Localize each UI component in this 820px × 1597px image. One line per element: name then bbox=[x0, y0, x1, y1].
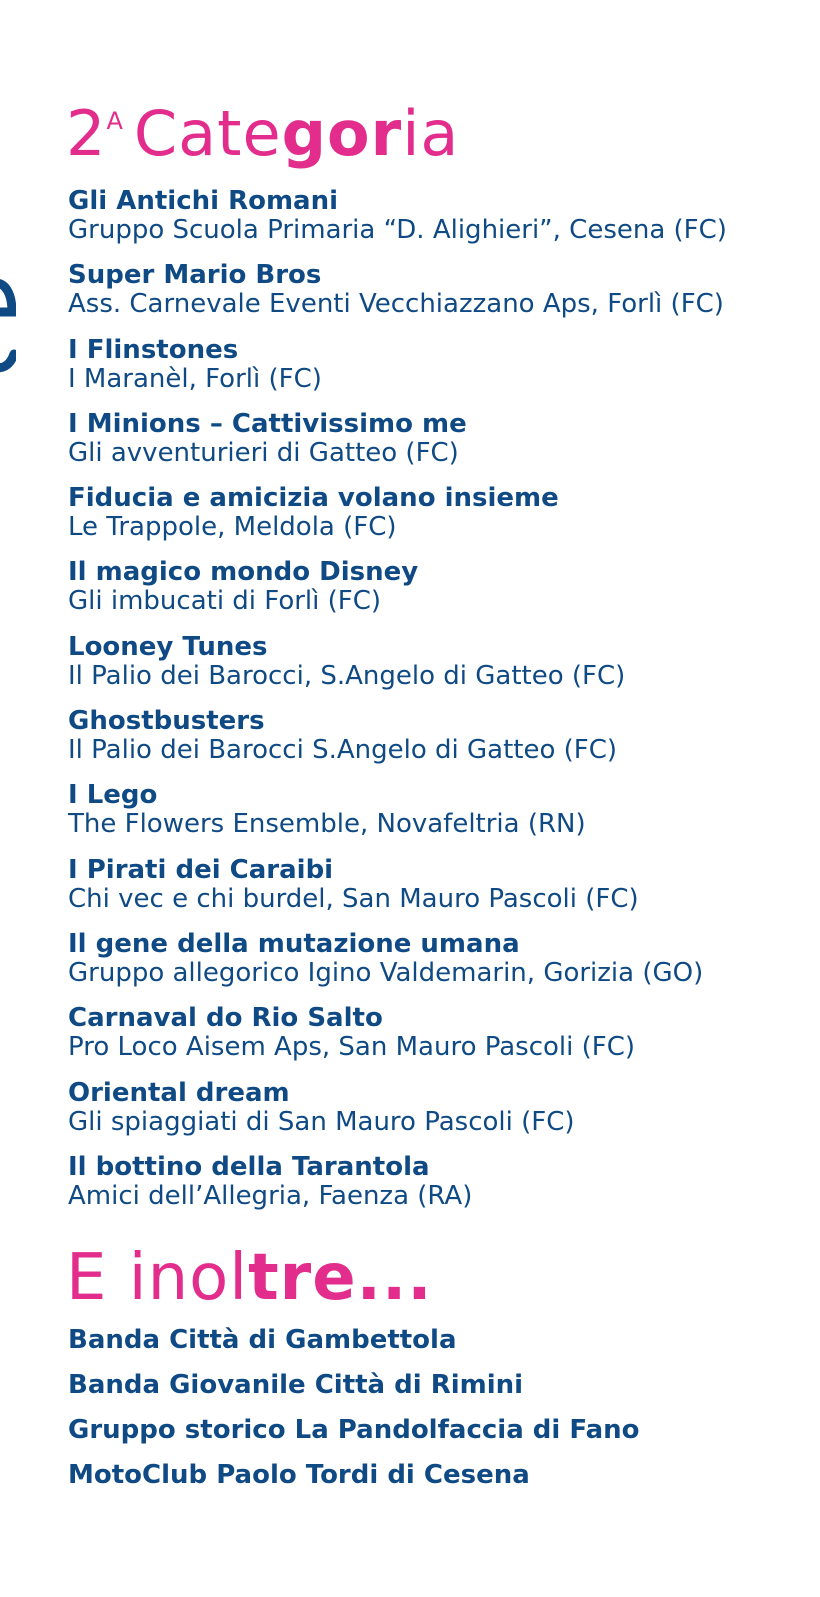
entry-subtitle: The Flowers Ensemble, Novafeltria (RN) bbox=[68, 809, 586, 840]
list-item bbox=[68, 484, 808, 558]
entries-list bbox=[68, 187, 808, 1227]
more-heading-dots: ... bbox=[356, 1241, 433, 1315]
entry-subtitle: Gli avventurieri di Gatteo (FC) bbox=[68, 437, 459, 468]
list-item bbox=[68, 1079, 808, 1153]
category-title-part: Cate bbox=[133, 97, 282, 170]
entry-title: Oriental dream bbox=[68, 1077, 290, 1108]
list-item bbox=[68, 856, 808, 930]
category-title-part: gor bbox=[281, 97, 403, 170]
category-superscript: A bbox=[106, 107, 124, 135]
entry-subtitle: Pro Loco Aisem Aps, San Mauro Pascoli (FC) bbox=[68, 1032, 636, 1063]
entry-title: I Pirati dei Caraibi bbox=[68, 854, 334, 885]
entry-title: Gli Antichi Romani bbox=[68, 186, 339, 216]
entry-title: I Minions – Cattivissimo me bbox=[68, 408, 467, 439]
list-item bbox=[68, 707, 808, 781]
list-item bbox=[68, 930, 808, 1004]
list-item bbox=[68, 558, 808, 632]
category-number: 2 bbox=[66, 97, 107, 170]
entry-title: Il bottino della Tarantola bbox=[68, 1151, 430, 1182]
category-title-part: i bbox=[402, 97, 421, 170]
entry-title: Il magico mondo Disney bbox=[68, 557, 419, 588]
entry-subtitle: I Maranèl, Forlì (FC) bbox=[68, 363, 322, 394]
entry-subtitle: Ass. Carnevale Eventi Vecchiazzano Aps, Forlì (FC) bbox=[68, 289, 724, 320]
more-heading-part: tre bbox=[248, 1241, 357, 1315]
extras-list bbox=[68, 1318, 640, 1498]
list-item bbox=[68, 781, 808, 855]
extra-item: Gruppo storico La Pandolfaccia di Fano bbox=[68, 1415, 640, 1445]
entry-subtitle: Gli imbucati di Forlì (FC) bbox=[68, 586, 382, 617]
list-item bbox=[68, 633, 808, 707]
entry-subtitle: Chi vec e chi burdel, San Mauro Pascoli (FC) bbox=[68, 883, 639, 914]
category-heading bbox=[66, 94, 459, 187]
list-item bbox=[68, 261, 808, 335]
entry-title: Super Mario Bros bbox=[68, 260, 322, 291]
list-item bbox=[68, 1004, 808, 1078]
list-item bbox=[68, 336, 808, 410]
entry-subtitle: Gruppo Scuola Primaria “D. Alighieri”, Cesena (FC) bbox=[68, 215, 727, 245]
entry-title: Looney Tunes bbox=[68, 631, 268, 662]
entry-subtitle: Le Trappole, Meldola (FC) bbox=[68, 512, 397, 543]
entry-title: Il gene della mutazione umana bbox=[68, 928, 520, 959]
entry-subtitle: Gli spiaggiati di San Mauro Pascoli (FC) bbox=[68, 1106, 575, 1137]
entry-subtitle: Il Palio dei Barocci, S.Angelo di Gatteo (FC) bbox=[68, 660, 626, 691]
extra-item: Banda Giovanile Città di Rimini bbox=[68, 1370, 524, 1400]
entry-title: Ghostbusters bbox=[68, 706, 265, 737]
entry-title: I Lego bbox=[68, 780, 158, 811]
entry-subtitle: Gruppo allegorico Igino Valdemarin, Gorizia (GO) bbox=[68, 957, 704, 988]
list-item bbox=[68, 1153, 808, 1227]
entry-title: Fiducia e amicizia volano insieme bbox=[68, 483, 559, 514]
list-item bbox=[68, 187, 808, 261]
entry-title: Carnaval do Rio Salto bbox=[68, 1003, 383, 1034]
more-heading bbox=[66, 1238, 433, 1318]
cropped-letter-decoration bbox=[0, 262, 16, 384]
entry-subtitle: Il Palio dei Barocci S.Angelo di Gatteo (FC) bbox=[68, 735, 618, 766]
extra-item: Banda Città di Gambettola bbox=[68, 1325, 457, 1355]
category-title-part: a bbox=[420, 97, 460, 170]
list-item bbox=[68, 410, 808, 484]
extra-item: MotoClub Paolo Tordi di Cesena bbox=[68, 1460, 530, 1490]
entry-subtitle: Amici dell’Allegria, Faenza (RA) bbox=[68, 1180, 473, 1211]
entry-title: I Flinstones bbox=[68, 334, 239, 365]
more-heading-part: E inol bbox=[66, 1241, 249, 1315]
